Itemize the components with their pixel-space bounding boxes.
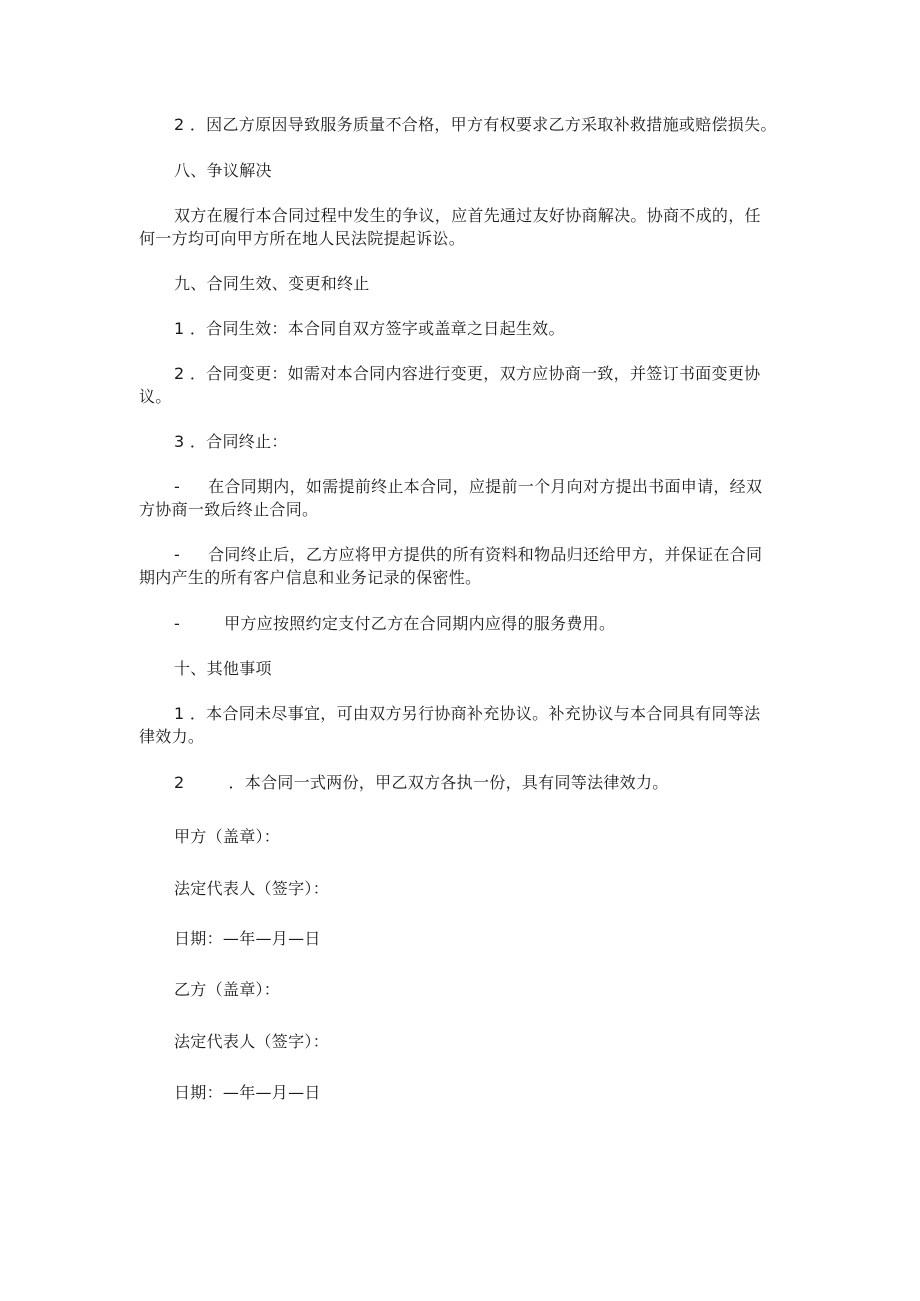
clause-9-item-3: 3 ．合同终止： (174, 432, 288, 451)
clause-10-item-1-line-1: 1 ．本合同未尽事宜，可由双方另行协商补充协议。补充协议与本合同具有同等法 (174, 704, 761, 723)
party-b-seal: 乙方（盖章）： (174, 980, 281, 999)
clause-10-item-2 (174, 772, 669, 794)
item-text: ．本合同一式两份，甲乙双方各执一份，具有同等法律效力。 (228, 773, 669, 792)
clause-9-item-2-line-1: 2 ．合同变更：如需对本合同内容进行变更，双方应协商一致，并签订书面变更协 (174, 364, 761, 383)
bullet-text: 在合同期内，如需提前终止本合同，应提前一个月向对方提出书面申请，经双 (208, 477, 763, 496)
termination-bullet-2-line-1 (174, 544, 762, 566)
termination-bullet-1-line-2: 方协商一致后终止合同。 (139, 500, 319, 519)
section-heading-8: 八、争议解决 (174, 161, 272, 180)
section-heading-9: 九、合同生效、变更和终止 (174, 274, 370, 293)
clause-9-item-2-line-2: 议。 (139, 387, 172, 406)
bullet-dash: - (174, 477, 181, 496)
bullet-dash: - (174, 545, 181, 564)
termination-bullet-3 (174, 613, 615, 635)
party-a-date: 日期：—年—月—日 (174, 929, 321, 948)
section-heading-10: 十、其他事项 (174, 659, 272, 678)
party-b-representative: 法定代表人（签字）： (174, 1032, 330, 1051)
termination-bullet-1-line-1 (174, 476, 762, 498)
party-a-representative: 法定代表人（签字）： (174, 879, 330, 898)
bullet-dash: - (174, 614, 181, 633)
termination-bullet-2-line-2: 期内产生的所有客户信息和业务记录的保密性。 (139, 568, 482, 587)
section-8-paragraph-line-2: 何一方均可向甲方所在地人民法院提起诉讼。 (139, 229, 466, 248)
bullet-text: 甲方应按照约定支付乙方在合同期内应得的服务费用。 (224, 614, 616, 633)
clause-9-item-1: 1 ．合同生效：本合同自双方签字或盖章之日起生效。 (174, 319, 565, 338)
party-a-seal: 甲方（盖章）： (174, 827, 281, 846)
bullet-text: 合同终止后，乙方应将甲方提供的所有资料和物品归还给甲方，并保证在合同 (208, 545, 763, 564)
party-b-date: 日期：—年—月—日 (174, 1083, 321, 1102)
clause-10-item-1-line-2: 律效力。 (139, 727, 205, 746)
item-number: 2 (174, 773, 185, 792)
section-8-paragraph-line-1: 双方在履行本合同过程中发生的争议，应首先通过友好协商解决。协商不成的，任 (174, 206, 761, 225)
clause-7-item-2: 2 ．因乙方原因导致服务质量不合格，甲方有权要求乙方采取补救措施或赔偿损失。 (174, 115, 777, 134)
